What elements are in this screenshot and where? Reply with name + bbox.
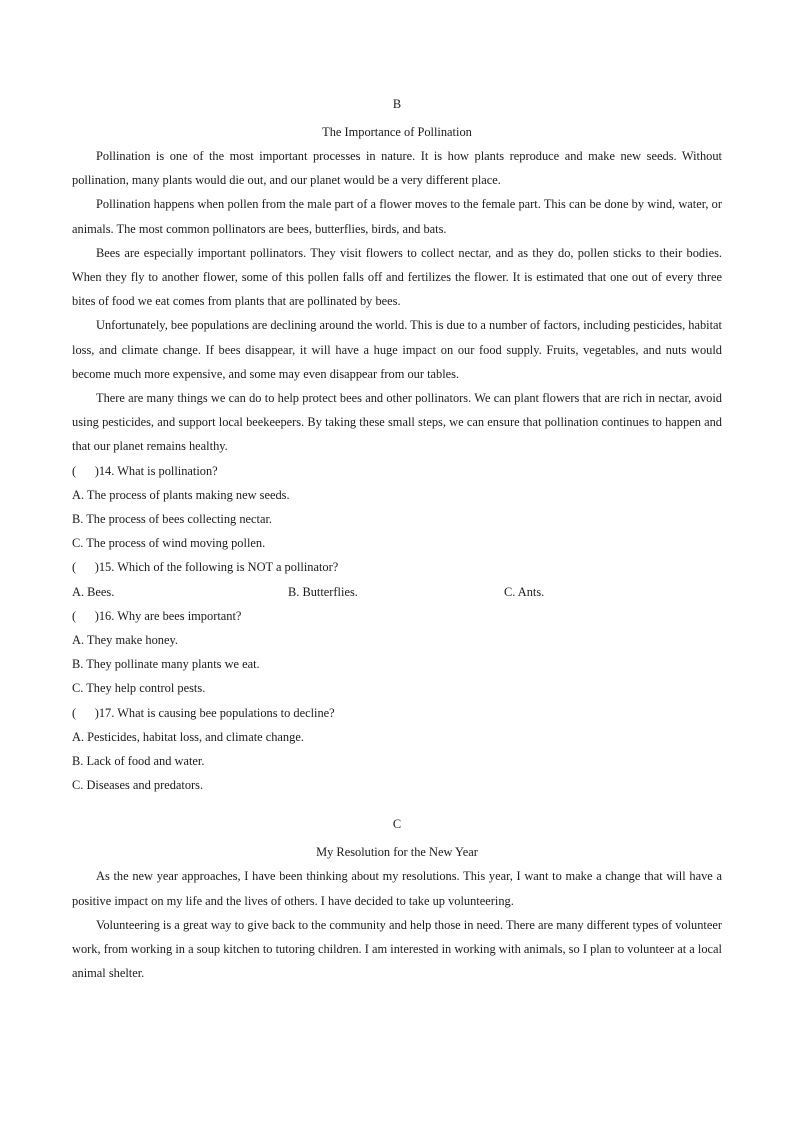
section-c-paragraph-2: Volunteering is a great way to give back to the community and help those in need. There are many different types of volunteer work, from working in a soup kitchen to tutoring children. I am interested in working with animals, so I plan to volunteer at a local animal shelter. — [72, 917, 722, 981]
section-b-title: The Importance of Pollination — [322, 125, 472, 139]
question-14-option-a: A. The process of plants making new seeds. — [72, 487, 290, 502]
question-15-options — [72, 580, 722, 604]
question-16-option-b: B. They pollinate many plants we eat. — [72, 657, 260, 672]
question-15-option-b: B. Butterflies. — [288, 584, 358, 599]
question-14-stem: ( )14. What is pollination? — [72, 463, 218, 478]
question-16-option-c: C. They help control pests. — [72, 681, 206, 696]
question-17-option-b: B. Lack of food and water. — [72, 754, 205, 769]
question-16-option-a: A. They make honey. — [72, 633, 178, 648]
section-b-paragraph-1: Pollination is one of the most important processes in nature. It is how plants reproduce and make new seeds. Without pollination, many plants would die out, and our planet would be a very different place. — [72, 149, 722, 188]
section-b-paragraph-3: Bees are especially important pollinators. They visit flowers to collect nectar, and as they do, pollen sticks to their bodies. When they fly to another flower, some of this pollen falls off and fertilizes the flower. It is estimated that one out of every three bites of food we eat comes from plants that are pollinated by bees. — [72, 245, 722, 309]
question-16-stem: ( )16. Why are bees important? — [72, 608, 242, 623]
document-page — [72, 92, 722, 986]
question-15-option-a: A. Bees. — [72, 584, 115, 599]
question-17-option-c: C. Diseases and predators. — [72, 778, 204, 793]
question-14-option-c: C. The process of wind moving pollen. — [72, 536, 266, 551]
question-15-option-c: C. Ants. — [504, 584, 545, 599]
section-b-letter: B — [392, 97, 402, 111]
section-c-letter: C — [392, 817, 402, 832]
section-c-title: My Resolution for the New Year — [316, 845, 478, 860]
section-b-paragraph-5: There are many things we can do to help protect bees and other pollinators. We can plant flowers that are rich in nectar, avoid using pesticides, and support local beekeepers. By taking these small steps, we can ensure that pollination continues to happen and that our planet remains healthy. — [72, 391, 722, 454]
question-15-stem: ( )15. Which of the following is NOT a pollinator? — [72, 560, 339, 575]
question-17-stem: ( )17. What is causing bee populations to decline? — [72, 705, 335, 720]
question-14-option-b: B. The process of bees collecting nectar. — [72, 512, 273, 527]
question-17-option-a: A. Pesticides, habitat loss, and climate change. — [72, 729, 304, 744]
section-c-paragraph-1: As the new year approaches, I have been thinking about my resolutions. This year, I want to make a change that will have a positive impact on my life and the lives of others. I have decided to take up volunteering. — [72, 869, 722, 908]
section-b-paragraph-4: Unfortunately, bee populations are declining around the world. This is due to a number of factors, including pesticides, habitat loss, and climate change. If bees disappear, it will have a huge impact on our food supply. Fruits, vegetables, and nuts would become much more expensive, and some may even disappear from our tables. — [72, 318, 722, 381]
section-b-paragraph-2: Pollination happens when pollen from the male part of a flower moves to the female part. This can be done by wind, water, or animals. The most common pollinators are bees, butterflies, birds, and bats. — [72, 197, 722, 236]
